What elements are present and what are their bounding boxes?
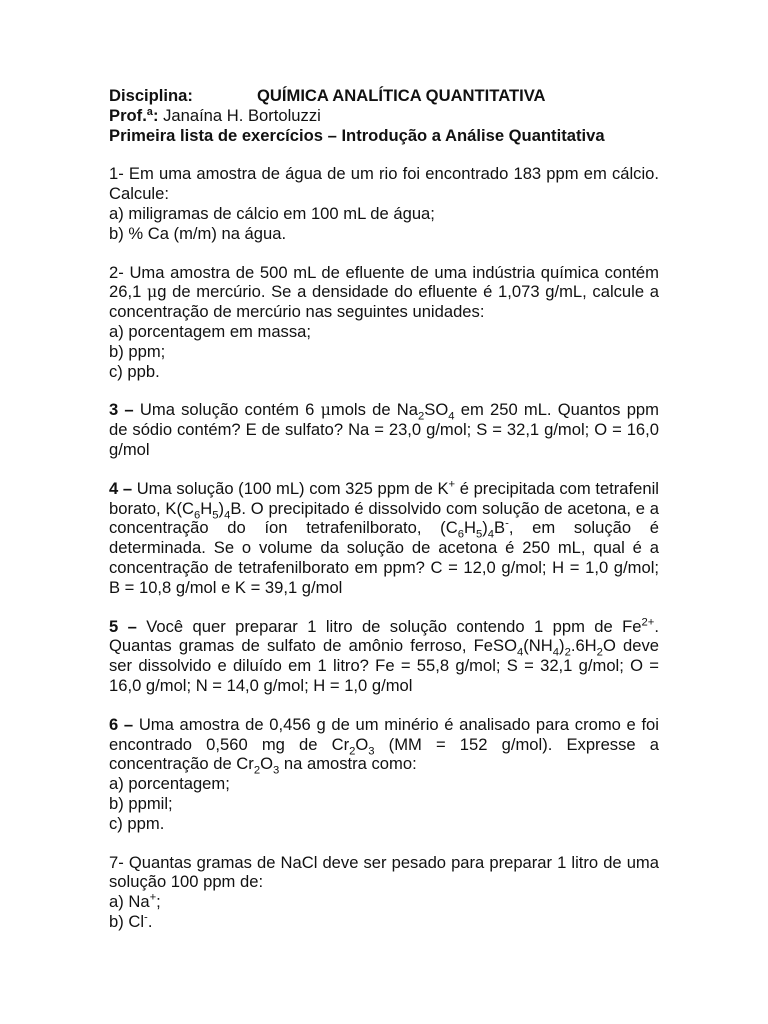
question-2 xyxy=(109,263,659,382)
subscript: 4 xyxy=(487,528,495,541)
question-3 xyxy=(109,400,659,459)
subscript: 5 xyxy=(212,508,219,521)
option-b: b) ppmil; xyxy=(109,793,173,813)
option-a: a) porcentagem; xyxy=(109,774,230,794)
option-c: c) ppm. xyxy=(109,813,165,833)
question-7 xyxy=(109,853,659,932)
question-body: . Quantas gramas de sulfato de amônio ferroso, FeSO xyxy=(109,616,659,656)
superscript: + xyxy=(149,891,157,904)
question-number: 5 – xyxy=(109,616,137,636)
question-body: SO xyxy=(424,400,449,420)
subscript: 2 xyxy=(596,646,603,659)
document-content xyxy=(109,86,659,932)
discipline-label: Disciplina: xyxy=(109,86,193,105)
subscript: 4 xyxy=(448,410,455,423)
question-6 xyxy=(109,715,659,834)
question-body: Em uma amostra de água de um rio foi encontrado 183 ppm em cálcio. Calcule: xyxy=(109,164,659,204)
question-body: na amostra como: xyxy=(279,754,417,774)
question-body: (NH xyxy=(523,636,553,656)
subscript: 4 xyxy=(552,646,560,659)
subscript: 3 xyxy=(273,764,280,777)
subscript: 2 xyxy=(564,646,571,659)
subscript: 3 xyxy=(368,744,375,757)
option-b xyxy=(109,912,659,932)
question-number: 4 – xyxy=(109,478,133,498)
question-number: 2- xyxy=(109,262,124,282)
option-b: b) % Ca (m/m) na água. xyxy=(109,223,287,243)
question-number: 3 – xyxy=(109,400,134,420)
question-body: ) xyxy=(218,498,225,518)
option-a: a) miligramas de cálcio em 100 mL de água; xyxy=(109,203,435,223)
superscript: - xyxy=(505,517,509,530)
question-body: g de mercúrio. Se a densidade do efluente é 1,073 g/mL, calcule a concentração de mercúrio nas seguintes unidades: xyxy=(109,282,659,322)
question-body: em 250 mL. Quantos ppm de sódio contém? E de sulfato? Na = 23,0 g/mol; S = 32,1 g/mol; O = 16,0 g/mol xyxy=(109,400,659,459)
question-4-text xyxy=(109,479,659,598)
question-5-text xyxy=(109,617,659,696)
subscript: 2 xyxy=(253,764,261,777)
professor-name: Janaína H. Bortoluzzi xyxy=(163,105,321,125)
question-6-text xyxy=(109,714,659,777)
option-b-text: b) Cl xyxy=(109,911,145,931)
document-header xyxy=(109,86,659,145)
question-2-text xyxy=(109,263,659,322)
professor-line xyxy=(109,106,659,126)
superscript: + xyxy=(448,478,456,491)
question-1 xyxy=(109,164,659,243)
question-body: O xyxy=(260,754,274,774)
subscript: 5 xyxy=(475,528,483,541)
question-number: 6 – xyxy=(109,714,134,734)
subscript: 2 xyxy=(349,744,356,757)
micro-symbol: μ xyxy=(146,282,158,302)
question-body: H xyxy=(200,498,213,518)
question-1-text xyxy=(109,164,659,204)
subscript: 4 xyxy=(517,646,524,659)
question-body: é precipitada com tetrafenil borato, K(C xyxy=(109,478,659,518)
question-7-text xyxy=(109,853,659,893)
question-body: Uma solução (100 mL) com 325 ppm de K xyxy=(136,478,449,498)
question-body: mols de Na xyxy=(330,400,418,420)
question-body: Uma amostra de 0,456 g de um minério é analisado para cromo e foi encontrado 0,560 mg de Cr xyxy=(109,714,659,754)
discipline-value: QUÍMICA ANALÍTICA QUANTITATIVA xyxy=(257,86,546,105)
question-body: Você quer preparar 1 litro de solução contendo 1 ppm de Fe xyxy=(146,616,642,636)
question-4 xyxy=(109,479,659,598)
question-body: Uma amostra de 500 mL de efluente de uma indústria química contém 26,1 xyxy=(109,262,659,302)
question-body: , em solução é determinada. Se o volume da solução de acetona é 250 mL, qual é a concentração de tetrafenilborato em ppm? C = 12,0 g/mol; H = 1,0 g/mol; B = 10,8 g/mol e K = 39,1 g/mol xyxy=(109,518,659,597)
question-body: O deve ser dissolvido e diluído em 1 litro? Fe = 55,8 g/mol; S = 32,1 g/mol; O = 16,0 g/mol; N = 14,0 g/mol; H = 1,0 g/mol xyxy=(109,636,659,695)
question-number: 1- xyxy=(109,164,124,184)
option-a xyxy=(109,892,659,912)
question-body: H xyxy=(463,518,476,538)
subscript: 2 xyxy=(418,410,425,423)
question-body: ) xyxy=(559,636,565,656)
subscript: 4 xyxy=(224,508,231,521)
option-a: a) porcentagem em massa; xyxy=(109,321,311,341)
professor-label: Prof.ª: xyxy=(109,105,159,125)
question-body: B xyxy=(494,518,506,538)
question-number: 7- xyxy=(109,852,124,872)
superscript: 2+ xyxy=(641,616,655,628)
option-c: c) ppb. xyxy=(109,361,160,381)
question-body: .6H xyxy=(570,636,597,656)
list-title: Primeira lista de exercícios – Introdução a Análise Quantitativa xyxy=(109,125,605,145)
subscript: 6 xyxy=(457,528,464,541)
question-body: O xyxy=(355,734,369,754)
option-a-end: ; xyxy=(156,892,161,912)
question-5 xyxy=(109,617,659,696)
question-body: Uma solução contém 6 xyxy=(139,400,315,420)
discipline-line xyxy=(109,86,659,106)
option-b-end: . xyxy=(147,911,153,931)
subscript: 6 xyxy=(194,508,201,521)
option-a-text: a) Na xyxy=(109,892,150,912)
question-3-text xyxy=(109,400,659,459)
question-body: ) xyxy=(482,518,488,538)
question-body: Quantas gramas de NaCl deve ser pesado para preparar 1 litro de uma solução 100 ppm de: xyxy=(109,852,659,892)
micro-symbol: μ xyxy=(320,400,331,420)
question-body: (MM = 152 g/mol). Expresse a concentração de Cr xyxy=(109,734,659,774)
option-b: b) ppm; xyxy=(109,341,166,361)
superscript: - xyxy=(144,911,148,924)
question-body: B. O precipitado é dissolvido com solução de acetona, e a concentração do íon tetrafenilborato, (C xyxy=(109,498,659,538)
